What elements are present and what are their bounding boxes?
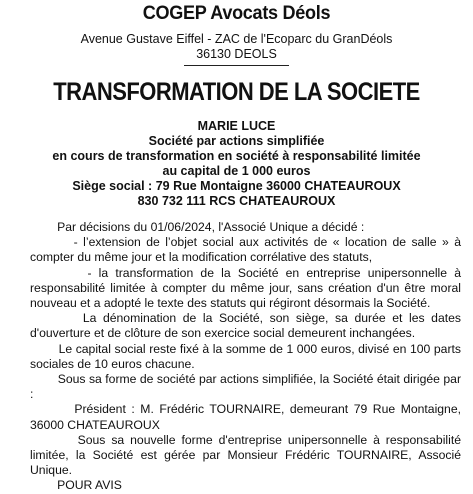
firm-address [0, 32, 473, 62]
company-name: MARIE LUCE [197, 119, 276, 133]
notice-headline: TRANSFORMATION DE LA SOCIETE [53, 78, 420, 106]
paragraph-new-management: Sous sa nouvelle forme d'entreprise unipersonnelle à responsabilité limitée, la Société est gérée par Monsieur Frédéric TOURNAIRE, Associé Unique. [30, 432, 465, 478]
paragraph-denomination: La dénomination de la Société, son siège, sa durée et les dates d'ouverture et de clôture de son exercice social demeurent inchangées. [30, 311, 465, 341]
paragraph-former-management: Sous sa forme de société par actions simplifiée, la Société était dirigée par : [30, 372, 465, 402]
firm-name: COGEP Avocats Déols [142, 3, 331, 24]
address-line-2: 36130 DEOLS [196, 47, 277, 61]
paragraph-extension: - l’extension de l’objet social aux activités de « location de salle » à compter du même jour et la modification corrélative des statuts, [30, 235, 465, 265]
company-block [0, 119, 473, 209]
paragraph-decisions: Par décisions du 01/06/2024, l'Associé Unique a décidé : [30, 220, 365, 234]
divider [184, 65, 289, 66]
notice-body [30, 220, 465, 494]
company-transformation: en cours de transformation en société à responsabilité limitée [52, 149, 421, 163]
company-rcs: 830 732 111 RCS CHATEAUROUX [137, 194, 336, 208]
company-capital: au capital de 1 000 euros [162, 164, 311, 178]
paragraph-transformation: - la transformation de la Société en entreprise unipersonnelle à responsabilité limitée à compter du même jour, sans création d'un être moral nouveau et a adopté le texte des statuts qui régiront désormais la Société. [30, 265, 465, 311]
company-form: Société par actions simplifiée [148, 134, 325, 148]
paragraph-president: Président : M. Frédéric TOURNAIRE, demeurant 79 Rue Montaigne, 36000 CHATEAUROUX [30, 402, 465, 432]
address-line-1: Avenue Gustave Eiffel - ZAC de l'Ecoparc du GranDéols [80, 32, 393, 46]
company-seat: Siège social : 79 Rue Montaigne 36000 CHATEAUROUX [72, 179, 401, 193]
paragraph-pour-avis: POUR AVIS [30, 478, 122, 493]
paragraph-capital: Le capital social reste fixé à la somme de 1 000 euros, divisé en 100 parts sociales de 10 euros chacune. [30, 341, 465, 371]
